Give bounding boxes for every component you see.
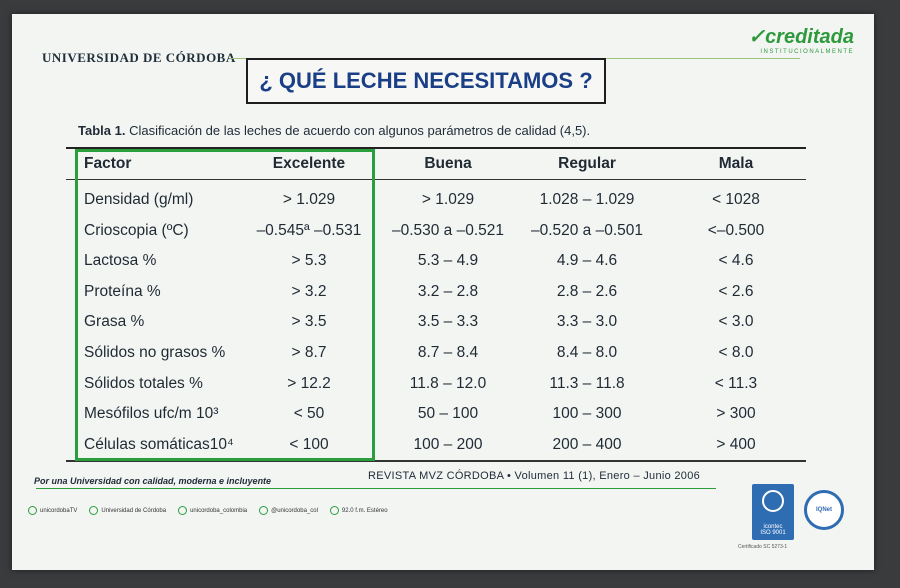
value-cell: > 400 [716,435,756,453]
value-cell: 100 – 300 [552,405,622,423]
value-cell: > 1.029 [421,191,475,208]
caption-text: Clasificación de las leches de acuerdo con algunos parámetros de calidad (4,5). [129,123,591,138]
value-cell: < 4.6 [718,252,754,270]
factor-cell: Densidad (g/ml) [84,191,194,208]
factor-cell: Células somáticas10⁴ [84,435,234,453]
header-factor: Factor [84,155,132,172]
youtube-icon [28,506,37,515]
factor-cell: Sólidos no grasos % [84,344,226,361]
value-cell: > 8.7 [291,344,327,361]
title-box [246,58,606,104]
value-cell: 5.3 – 4.9 [417,252,479,270]
value-cell: > 3.5 [291,313,327,331]
icontec-certificate [752,484,794,540]
social-links [28,506,388,515]
icontec-icon [762,490,784,512]
value-cell: –0.520 a –0.501 [530,221,644,239]
value-cell: < 11.3 [714,374,758,392]
value-cell: –0.530 a –0.521 [391,221,505,239]
value-cell: < 100 [289,435,329,453]
value-cell: 3.5 – 3.3 [417,313,479,331]
factor-cell: Mesófilos ufc/m 10³ [84,405,219,423]
caption-label: Tabla 1. [78,123,126,138]
value-cell: > 1.029 [282,191,336,208]
value-cell: 200 – 400 [552,435,622,453]
factor-cell: Lactosa % [84,252,157,270]
social-instagram[interactable]: unicordoba_colombia [178,506,247,515]
slide [12,14,874,570]
value-cell: > 3.2 [291,282,327,300]
header-excelente: Excelente [272,155,346,172]
excelente-highlight-box [75,149,375,461]
value-cell: <–0.500 [707,221,765,239]
facebook-icon [89,506,98,515]
slogan: Por una Universidad con calidad, moderna e incluyente [34,476,272,486]
logo-text: creditada [765,26,854,48]
value-cell: > 12.2 [287,374,331,392]
university-name: UNIVERSIDAD DE CÓRDOBA [42,50,236,65]
value-cell: < 8.0 [718,344,754,361]
value-cell: 8.7 – 8.4 [417,344,479,361]
social-twitter[interactable]: @unicordoba_col [259,506,318,515]
header-mala: Mala [718,155,754,172]
certificate-code: Certificado SC 5273-1 [738,544,788,550]
acreditada-logo [748,24,854,55]
social-youtube[interactable]: unicordobaTV [28,506,77,515]
logo-subtext: INSTITUCIONALMENTE [760,49,854,55]
value-cell: 2.8 – 2.6 [556,282,618,300]
factor-cell: Grasa % [84,313,145,331]
value-cell: 8.4 – 8.0 [556,344,618,361]
value-cell: 4.9 – 4.6 [556,252,618,270]
value-cell: 100 – 200 [413,435,483,453]
footer-divider [36,488,716,489]
social-facebook[interactable]: Universidad de Córdoba [89,506,166,515]
value-cell: 50 – 100 [417,405,479,423]
table-caption [78,123,590,138]
radio-icon [330,506,339,515]
iqnet-seal: IQNet [804,490,844,530]
journal-reference: REVISTA MVZ CÓRDOBA • Volumen 11 (1), Enero – Junio 2006 [368,470,701,482]
icontec-label: icontec [763,524,783,530]
social-radio[interactable]: 92.0 f.m. Estéreo [330,506,388,515]
header-buena: Buena [424,155,472,172]
value-cell: 11.8 – 12.0 [409,374,487,392]
check-icon: ✓ [748,26,766,48]
value-cell: 11.3 – 11.8 [549,374,625,392]
twitter-icon [259,506,268,515]
value-cell: < 2.6 [718,282,754,300]
value-cell: < 3.0 [718,313,754,331]
value-cell: < 50 [293,405,325,423]
value-cell: > 300 [716,405,756,423]
instagram-icon [178,506,187,515]
value-cell: 3.2 – 2.8 [417,282,479,300]
value-cell: 1.028 – 1.029 [539,191,635,208]
factor-cell: Proteína % [84,282,161,300]
header-regular: Regular [558,155,616,172]
factor-cell: Crioscopia (ºC) [84,221,189,239]
iso-label: ISO 9001 [760,530,786,536]
value-cell: < 1028 [712,191,760,208]
factor-cell: Sólidos totales % [84,374,203,392]
value-cell: > 5.3 [291,252,327,270]
value-cell: 3.3 – 3.0 [556,313,618,331]
value-cell: –0.545ª –0.531 [256,221,362,239]
page-title: ¿ QUÉ LECHE NECESITAMOS ? [259,68,593,93]
